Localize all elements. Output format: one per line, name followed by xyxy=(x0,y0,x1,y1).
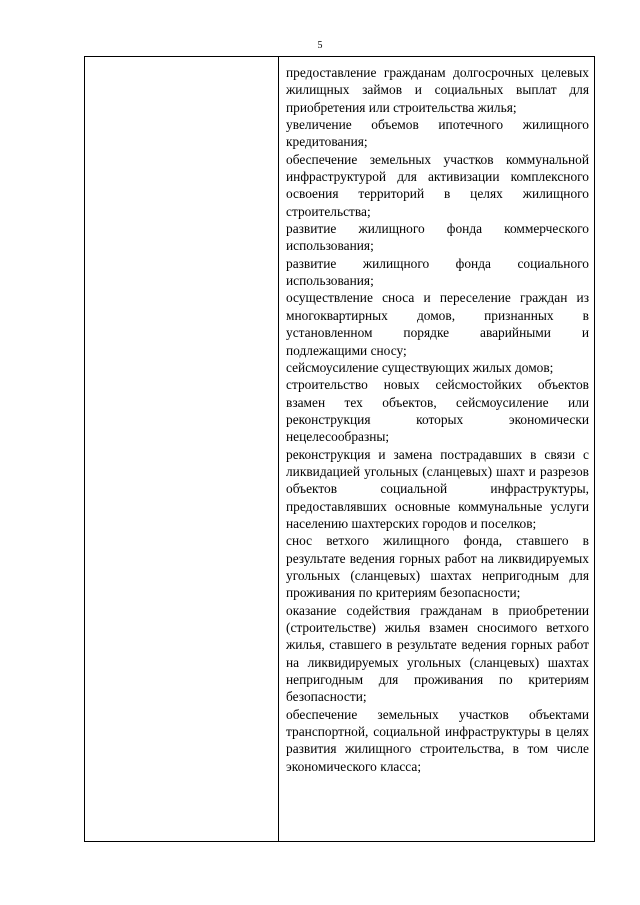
list-item: строительство новых сейсмостойких объектов взамен тех объектов, сейсмоусиление или реконструкция которых экономически нецелесообразны; xyxy=(286,377,589,445)
document-table xyxy=(84,56,595,842)
page-number: 5 xyxy=(317,40,323,51)
list-item: развитие жилищного фонда социального использования; xyxy=(286,255,589,289)
list-item: увеличение объемов ипотечного жилищного кредитования; xyxy=(286,117,589,150)
list-item: развитие жилищного фонда коммерческого использования; xyxy=(286,221,589,254)
list-item: снос ветхого жилищного фонда, ставшего в результате ведения горных работ на ликвидируемых угольных (сланцевых) шахтах непригодным для проживания по критериям безопасности; xyxy=(286,533,589,601)
list-item: обеспечение земельных участков коммунальной инфраструктурой для активизации комплексного освоения территорий в целях жилищного строительства; xyxy=(286,151,589,219)
list-item: оказание содействия гражданам в приобретении (строительстве) жилья взамен сносимого ветхого жилья, ставшего в результате ведения горных работ на ликвидируемых угольных (сланцевых) шахтах непригодным для проживания по критериям безопасности; xyxy=(286,602,589,705)
list-item: предоставление гражданам долгосрочных целевых жилищных займов и социальных выплат для приобретения или строительства жилья; xyxy=(286,65,589,115)
table-left-cell xyxy=(85,57,279,841)
list-item: реконструкция и замена пострадавших в связи с ликвидацией угольных (сланцевых) шахт и разрезов объектов социальной инфраструктуры, предоставлявших основные коммунальные услуги населению шахтерских городов и поселков; xyxy=(286,446,589,531)
list-item: обеспечение земельных участков объектами транспортной, социальной инфраструктуры в целях развития жилищного строительства, в том числе экономического класса; xyxy=(286,706,589,774)
list-item: сейсмоусиление существующих жилых домов; xyxy=(286,359,554,375)
list-item: осуществление сноса и переселение граждан из многоквартирных домов, признанных в установленном порядке аварийными и подлежащими сносу; xyxy=(286,290,589,358)
table-right-cell xyxy=(279,57,594,841)
